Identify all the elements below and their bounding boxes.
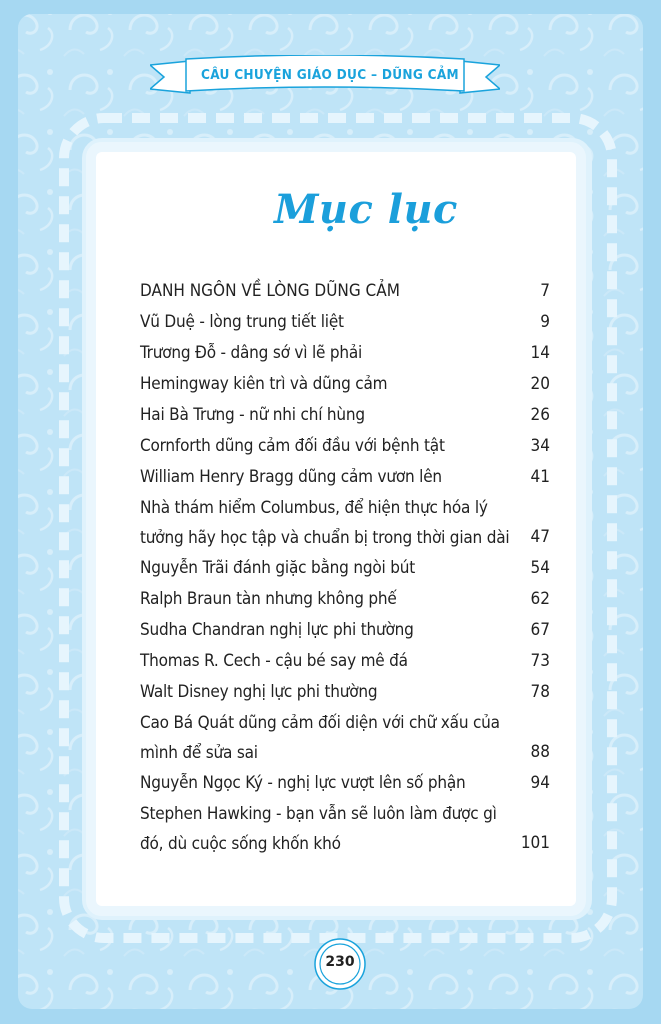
toc-entry	[140, 677, 550, 708]
toc-entry-title: William Henry Bragg dũng cảm vươn lên	[140, 467, 442, 487]
toc-entry-page: 7	[540, 281, 550, 301]
toc-entry	[140, 799, 550, 859]
toc-entry-title: Hemingway kiên trì và dũng cảm	[140, 374, 388, 394]
toc-entry-page: 78	[530, 682, 550, 702]
toc-entry	[140, 553, 550, 584]
toc-entry-title: Hai Bà Trưng - nữ nhi chí hùng	[140, 405, 365, 425]
toc-entry-page: 47	[530, 527, 550, 547]
table-of-contents	[140, 276, 550, 859]
toc-entry-title: Cornforth dũng cảm đối đầu với bệnh tật	[140, 436, 445, 456]
page-number: 230	[325, 954, 355, 970]
toc-entry	[140, 646, 550, 677]
toc-entry-page: 26	[530, 405, 550, 425]
toc-entry	[140, 708, 550, 768]
toc-entry-title: Sudha Chandran nghị lực phi thường	[140, 620, 414, 640]
toc-entry	[140, 768, 550, 799]
toc-entry	[140, 276, 550, 307]
toc-entry-page: 67	[530, 620, 550, 640]
toc-entry	[140, 400, 550, 431]
page-title: Mục lục	[274, 186, 458, 233]
toc-entry-page: 41	[530, 467, 550, 487]
toc-entry-page: 20	[530, 374, 550, 394]
toc-entry-title: Stephen Hawking - bạn vẫn sẽ luôn làm được gì đó, dù cuộc sống khốn khó	[140, 804, 497, 854]
toc-entry	[140, 307, 550, 338]
toc-entry	[140, 493, 550, 553]
toc-entry	[140, 338, 550, 369]
toc-entry-title: Nhà thám hiểm Columbus, để hiện thực hóa lý tưởng hãy học tập và chuẩn bị trong thời gian dài	[140, 498, 510, 548]
toc-entry-page: 14	[530, 343, 550, 363]
toc-entry-page: 101	[520, 833, 550, 853]
toc-entry-page: 34	[530, 436, 550, 456]
toc-entry	[140, 431, 550, 462]
toc-entry-page: 54	[530, 558, 550, 578]
toc-entry	[140, 584, 550, 615]
toc-entry-title: Vũ Duệ - lòng trung tiết liệt	[140, 312, 344, 332]
toc-entry-page: 88	[530, 742, 550, 762]
toc-entry-page: 9	[540, 312, 550, 332]
toc-entry-page: 62	[530, 589, 550, 609]
toc-entry-title: Trương Đỗ - dâng sớ vì lẽ phải	[140, 343, 363, 363]
toc-entry-title: Nguyễn Ngọc Ký - nghị lực vượt lên số phận	[140, 773, 466, 793]
toc-entry-title: Nguyễn Trãi đánh giặc bằng ngòi bút	[140, 558, 416, 578]
toc-entry-title: Cao Bá Quát dũng cảm đối diện với chữ xấu của mình để sửa sai	[140, 713, 500, 763]
toc-entry-title: Ralph Braun tàn nhưng không phế	[140, 589, 397, 609]
series-title: CÂU CHUYỆN GIÁO DỤC – DŨNG CẢM	[201, 67, 459, 83]
toc-entry-page: 94	[530, 773, 550, 793]
toc-entry-title: Walt Disney nghị lực phi thường	[140, 682, 378, 702]
toc-entry	[140, 615, 550, 646]
toc-entry	[140, 369, 550, 400]
toc-entry-title: DANH NGÔN VỀ LÒNG DŨNG CẢM	[140, 281, 400, 301]
toc-entry-page: 73	[530, 651, 550, 671]
toc-entry	[140, 462, 550, 493]
toc-entry-title: Thomas R. Cech - cậu bé say mê đá	[140, 651, 408, 671]
